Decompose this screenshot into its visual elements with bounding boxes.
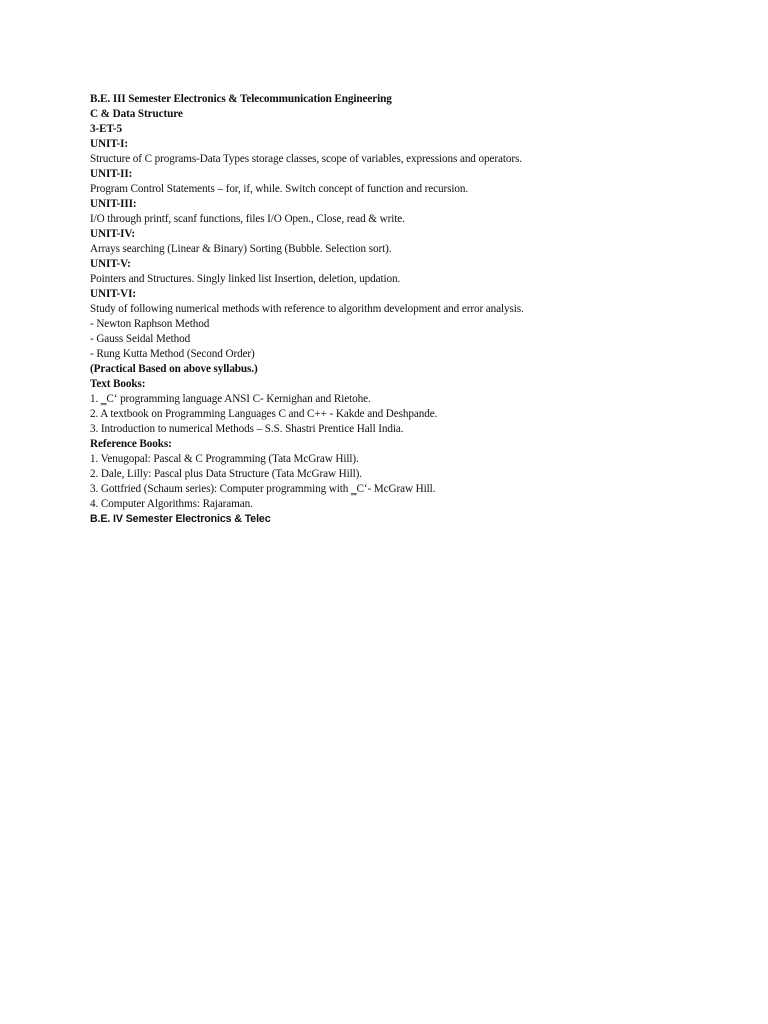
unit-3-title: UNIT-III:	[90, 198, 137, 210]
unit-2-content: Program Control Statements – for, if, while. Switch concept of function and recursion.	[90, 183, 469, 195]
practical-note: (Practical Based on above syllabus.)	[90, 363, 258, 375]
unit-5-title: UNIT-V:	[90, 258, 131, 270]
next-semester-heading: B.E. IV Semester Electronics & Telec	[90, 513, 271, 525]
method-item: - Rung Kutta Method (Second Order)	[90, 348, 255, 360]
unit-3-content: I/O through printf, scanf functions, files I/O Open., Close, read & write.	[90, 213, 405, 225]
text-book-item: 3. Introduction to numerical Methods – S.S. Shastri Prentice Hall India.	[90, 423, 404, 435]
document-page	[90, 92, 730, 527]
reference-book-item: 4. Computer Algorithms: Rajaraman.	[90, 498, 253, 510]
reference-books-title: Reference Books:	[90, 438, 172, 450]
reference-book-item: 3. Gottfried (Schaum series): Computer programming with ‗C‘- McGraw Hill.	[90, 483, 436, 495]
reference-book-item: 1. Venugopal: Pascal & C Programming (Tata McGraw Hill).	[90, 453, 359, 465]
subject-code: 3-ET-5	[90, 123, 122, 135]
subject-title: C & Data Structure	[90, 108, 183, 120]
unit-5-content: Pointers and Structures. Singly linked list Insertion, deletion, updation.	[90, 273, 401, 285]
unit-4-title: UNIT-IV:	[90, 228, 136, 240]
unit-2-title: UNIT-II:	[90, 168, 133, 180]
text-books-title: Text Books:	[90, 378, 146, 390]
text-book-item: 1. ‗C‘ programming language ANSI C- Kernighan and Rietohe.	[90, 393, 371, 405]
text-book-item: 2. A textbook on Programming Languages C and C++ - Kakde and Deshpande.	[90, 408, 438, 420]
unit-1-content: Structure of C programs-Data Types storage classes, scope of variables, expressions and operators.	[90, 153, 522, 165]
unit-6-content: Study of following numerical methods with reference to algorithm development and error analysis.	[90, 303, 524, 315]
reference-book-item: 2. Dale, Lilly: Pascal plus Data Structure (Tata McGraw Hill).	[90, 468, 363, 480]
method-item: - Gauss Seidal Method	[90, 333, 191, 345]
unit-6-title: UNIT-VI:	[90, 288, 137, 300]
method-item: - Newton Raphson Method	[90, 318, 210, 330]
unit-4-content: Arrays searching (Linear & Binary) Sorting (Bubble. Selection sort).	[90, 243, 392, 255]
unit-1-title: UNIT-I:	[90, 138, 129, 150]
document-heading: B.E. III Semester Electronics & Telecommunication Engineering	[90, 93, 392, 105]
